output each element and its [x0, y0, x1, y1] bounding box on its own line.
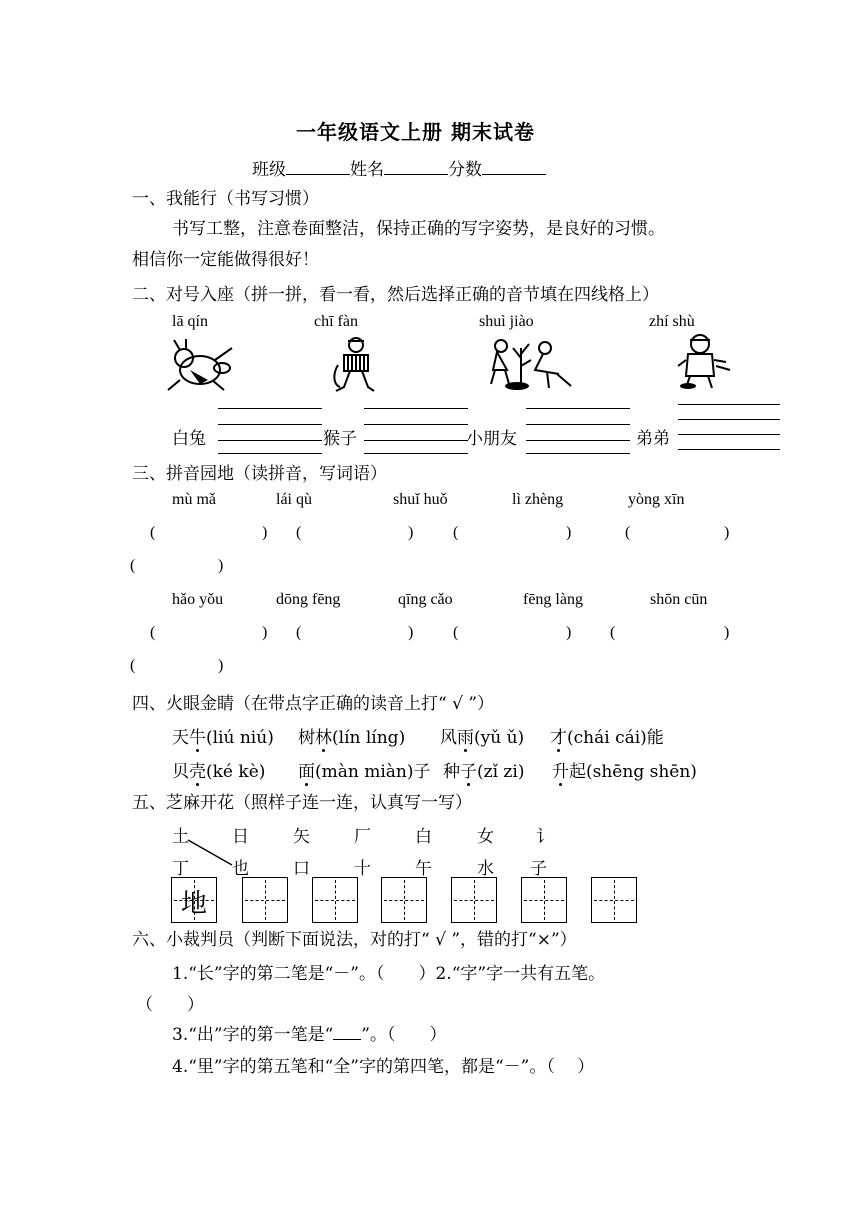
example-connector-line — [186, 838, 236, 868]
component-top-7[interactable]: 讠 — [536, 827, 553, 847]
reading-item-7[interactable]: 种子(zǐ zi) — [443, 757, 524, 782]
answer-r2-2-open[interactable]: ( — [296, 624, 302, 641]
pinyin-r2-3: qīng cǎo — [398, 591, 453, 608]
section-5-heading: 五、芝麻开花（照样子连一连，认真写一写） — [132, 793, 472, 813]
name-field[interactable] — [384, 160, 448, 175]
boy-eating-icon — [676, 332, 732, 392]
component-bottom-2[interactable]: 也 — [232, 859, 249, 879]
component-bottom-3[interactable]: 口 — [293, 859, 310, 879]
answer-r1-5-open[interactable]: ( — [130, 557, 136, 574]
writing-box-1[interactable] — [242, 877, 288, 923]
score-label: 分数 — [448, 160, 482, 180]
rabbit-violin-icon — [160, 340, 236, 394]
component-top-4[interactable]: 厂 — [354, 827, 371, 847]
pinyin-1: lā qín — [172, 313, 208, 330]
answer-r2-4-close: ) — [724, 624, 730, 641]
section-1-heading: 一、我能行（书写习惯） — [132, 189, 319, 209]
answer-r2-4-open[interactable]: ( — [610, 624, 616, 641]
section-3-heading: 三、拼音园地（读拼音，写词语） — [132, 464, 387, 484]
word-3: 小朋友 — [466, 429, 517, 449]
writing-box-4[interactable] — [451, 877, 497, 923]
reading-item-8[interactable]: 升起(shēng shēn) — [552, 757, 697, 782]
writing-box-6[interactable] — [591, 877, 637, 923]
pinyin-r2-5: shōn cūn — [650, 591, 708, 608]
component-top-6[interactable]: 女 — [477, 827, 494, 847]
pinyin-r1-4: lì zhèng — [512, 491, 564, 508]
reading-item-6[interactable]: 面(màn miàn)子 — [298, 757, 431, 782]
answer-r1-4-open[interactable]: ( — [625, 524, 631, 541]
pinyin-r2-1: hǎo yǒu — [172, 591, 224, 608]
reading-item-1[interactable]: 天牛(liú niú) — [172, 723, 274, 748]
student-info-row — [252, 155, 546, 180]
answer-r2-2-close: ) — [408, 624, 414, 641]
reading-item-4[interactable]: 才(chái cái)能 — [550, 723, 664, 748]
reading-item-3[interactable]: 风雨(yǔ ǔ) — [440, 723, 524, 748]
kids-planting-tree-icon — [487, 334, 581, 392]
class-label: 班级 — [252, 160, 286, 180]
component-top-5[interactable]: 白 — [415, 827, 432, 847]
word-4: 弟弟 — [636, 429, 670, 449]
answer-r1-2-open[interactable]: ( — [296, 524, 302, 541]
pinyin-3: shuì jiào — [479, 313, 534, 330]
answer-r2-5-close: ) — [218, 657, 224, 674]
answer-r1-3-close: ) — [566, 524, 572, 541]
section-4-heading: 四、火眼金睛（在带点字正确的读音上打“ √ ”） — [132, 694, 495, 714]
word-1: 白兔 — [172, 429, 206, 449]
answer-r1-1-open[interactable]: ( — [150, 524, 156, 541]
answer-r1-3-open[interactable]: ( — [453, 524, 459, 541]
judge-question-1-2: 1.“长”字的第二笔是“－”。（ ）2.“字”字一共有五笔。 — [172, 964, 606, 984]
writing-box-5[interactable] — [521, 877, 567, 923]
answer-r1-2-close: ) — [408, 524, 414, 541]
component-bottom-1[interactable]: 丁 — [172, 859, 189, 879]
pinyin-r2-2: dōng fēng — [276, 591, 341, 608]
reading-item-2[interactable]: 树林(lín líng) — [298, 723, 405, 748]
section-6-heading: 六、小裁判员（判断下面说法，对的打“ √ ”，错的打“×”） — [132, 930, 577, 950]
component-bottom-5[interactable]: 午 — [415, 859, 432, 879]
component-top-3[interactable]: 矢 — [293, 827, 310, 847]
judge-answer-2[interactable]: （ ） — [136, 995, 204, 1015]
answer-r2-3-close: ) — [566, 624, 572, 641]
pinyin-r1-3: shuǐ huǒ — [393, 491, 448, 508]
answer-r1-5-close: ) — [218, 557, 224, 574]
pinyin-4: zhí shù — [649, 313, 695, 330]
section-1-text-line1: 书写工整，注意卷面整洁，保持正确的写字姿势，是良好的习惯。 — [172, 219, 665, 239]
answer-r1-4-close: ) — [724, 524, 730, 541]
pinyin-r1-1: mù mǎ — [172, 491, 216, 508]
component-bottom-4[interactable]: 十 — [354, 859, 371, 879]
component-bottom-6[interactable]: 水 — [477, 859, 494, 879]
judge-question-3: 3.“出”字的第一笔是“ ”。（ ） — [172, 1025, 447, 1045]
pinyin-r1-2: lái qù — [276, 491, 312, 508]
class-field[interactable] — [286, 160, 350, 175]
monkey-accordion-icon — [330, 335, 380, 397]
answer-r2-3-open[interactable]: ( — [453, 624, 459, 641]
pinyin-r2-4: fēng làng — [523, 591, 583, 608]
writing-box-3[interactable] — [381, 877, 427, 923]
answer-r2-1-open[interactable]: ( — [150, 624, 156, 641]
answer-r2-1-close: ) — [262, 624, 268, 641]
answer-r2-5-open[interactable]: ( — [130, 657, 136, 674]
component-top-2[interactable]: 日 — [232, 827, 249, 847]
pinyin-2: chī fàn — [314, 313, 358, 330]
section-2-heading: 二、对号入座（拼一拼，看一看，然后选择正确的音节填在四线格上） — [132, 285, 659, 305]
section-1-text-line2: 相信你一定能做得很好！ — [132, 250, 319, 270]
writing-box-2[interactable] — [312, 877, 358, 923]
writing-box-example: 地 — [171, 877, 217, 923]
component-top-1[interactable]: 土 — [172, 827, 189, 847]
component-bottom-7[interactable]: 子 — [530, 859, 547, 879]
name-label: 姓名 — [350, 160, 384, 180]
reading-item-5[interactable]: 贝壳(ké kè) — [172, 757, 265, 782]
page-title: 一年级语文上册 期末试卷 — [296, 120, 535, 144]
judge-question-4: 4.“里”字的第五笔和“全”字的第四笔，都是“－”。（ ） — [172, 1057, 595, 1077]
answer-r1-1-close: ) — [262, 524, 268, 541]
pinyin-r1-5: yòng xīn — [628, 491, 685, 508]
word-2: 猴子 — [323, 429, 357, 449]
score-field[interactable] — [482, 160, 546, 175]
